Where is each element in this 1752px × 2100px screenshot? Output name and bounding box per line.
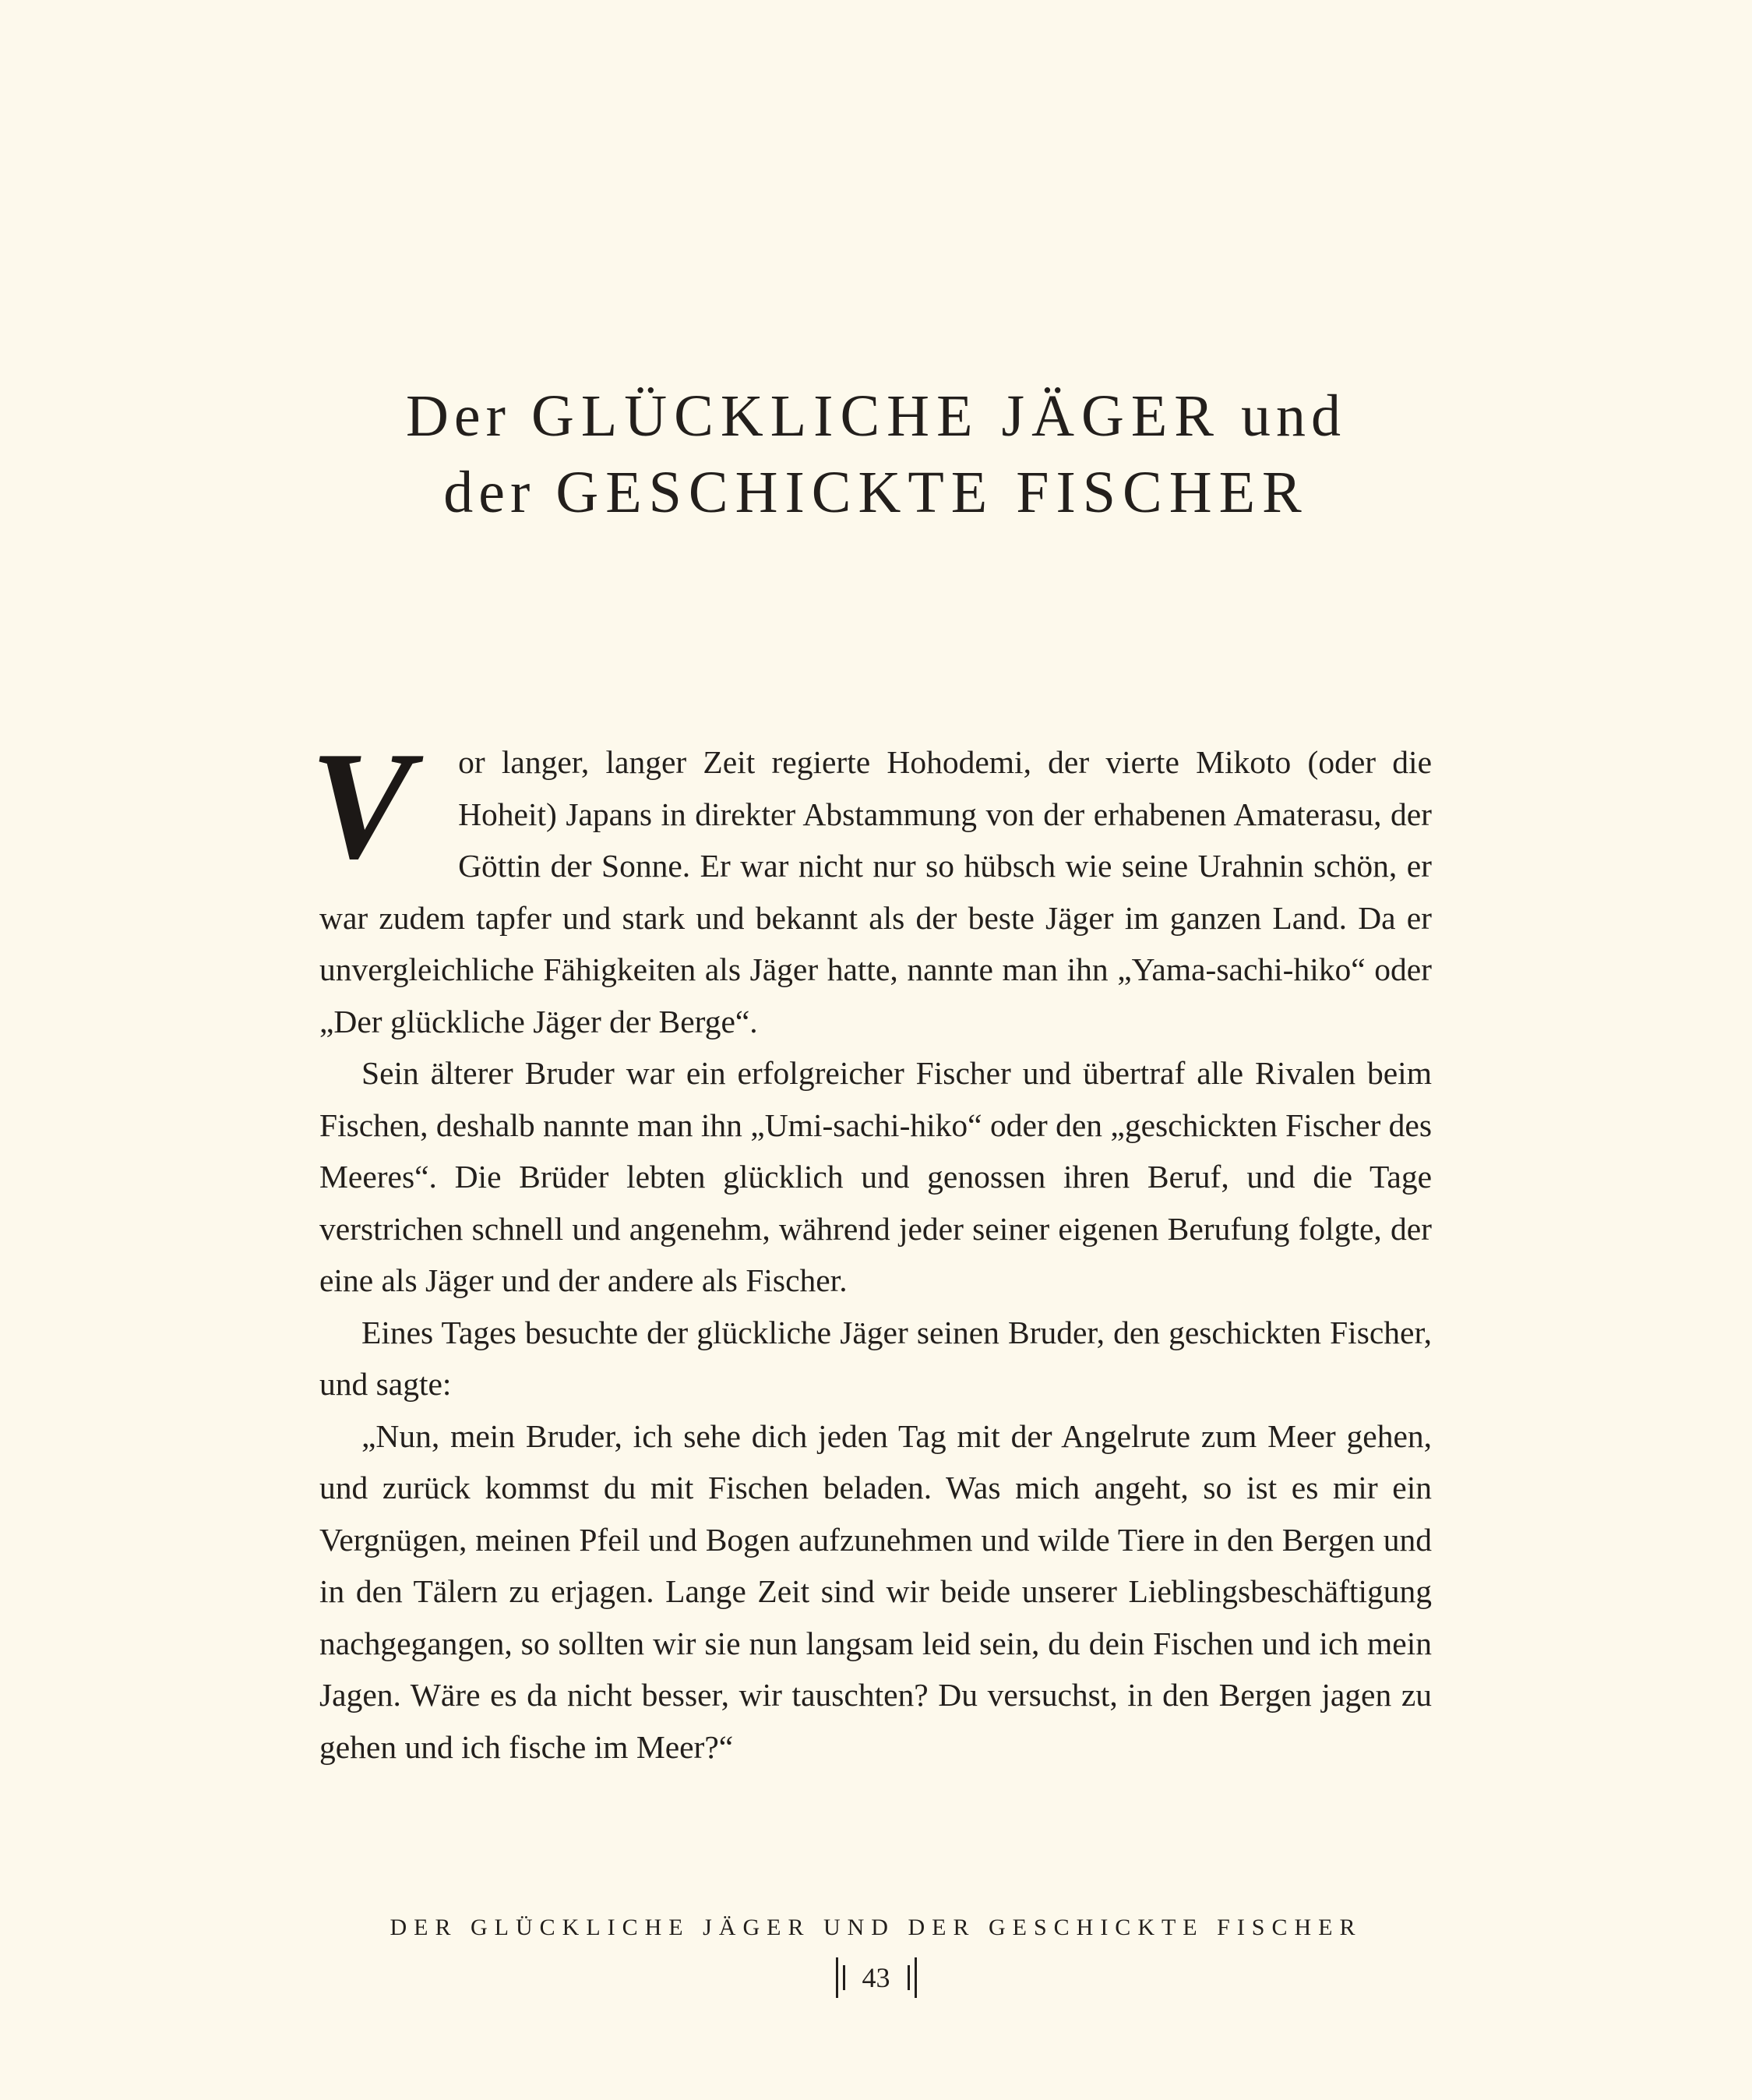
chapter-title (0, 378, 1752, 531)
paragraph: Sein älterer Bruder war ein erfolgreicher Fischer und übertraf alle Rivalen beim Fischen, deshalb nannte man ihn „Umi-sachi-hiko“ oder den „geschickten Fischer des Meeres“. Die Brüder lebten glücklich und genossen ihren Beruf, und die Tage verstrichen schnell und angenehm, während jeder seiner eigenen Berufung folgte, der eine als Jäger und der andere als Fischer. (319, 1055, 1432, 1298)
paragraph: „Nun, mein Bruder, ich sehe dich jeden Tag mit der Angelrute zum Meer gehen, und zurück kommst du mit Fischen beladen. Was mich angeht, so ist es mir ein Vergnügen, meinen Pfeil und Bogen aufzunehmen und wilde Tiere in den Bergen und in den Tälern zu erjagen. Lange Zeit sind wir beide unserer Lieblingsbeschäftigung nachgegangen, so sollten wir sie nun langsam leid sein, du dein Fischen und ich mein Jagen. Wäre es da nicht besser, wir tauschten? Du versuchst, in den Bergen jagen zu gehen und ich fische im Meer?“ (319, 1417, 1432, 1765)
body-text (310, 720, 1432, 1773)
paragraph: Eines Tages besuchte der glückliche Jäger seinen Bruder, den geschickten Fischer, und sagte: (319, 1314, 1432, 1402)
folio-ornament-left (836, 1957, 845, 1998)
title-word: der (443, 460, 536, 525)
title-word: Der (406, 383, 511, 449)
folio (0, 1957, 1752, 1998)
page-number: 43 (862, 1962, 890, 1993)
running-head: DER GLÜCKLICHE JÄGER UND DER GESCHICKTE FISCHER (390, 1915, 1362, 1940)
chapter-title-line-1 (0, 378, 1752, 454)
drop-cap: V (310, 720, 414, 891)
title-caps: GLÜCKLICHE JÄGER (531, 383, 1221, 449)
folio-ornament-right (908, 1957, 917, 1998)
title-word: und (1240, 383, 1346, 449)
title-caps: GESCHICKTE FISCHER (555, 460, 1309, 525)
chapter-title-line-2 (0, 454, 1752, 531)
paragraph: or langer, langer Zeit regierte Hohodemi, der vierte Mikoto (oder die Hoheit) Japans in direkter Abstammung von der erhabenen Amaterasu, der Göttin der Sonne. Er war nicht nur so hübsch wie seine Urahnin schön, er war zudem tapfer und stark und bekannt als der beste Jäger im ganzen Land. Da er unvergleichliche Fähigkeiten als Jäger hatte, nannte man ihn „Yama-sachi-hiko“ oder „Der glückliche Jäger der Berge“. (319, 744, 1432, 1039)
